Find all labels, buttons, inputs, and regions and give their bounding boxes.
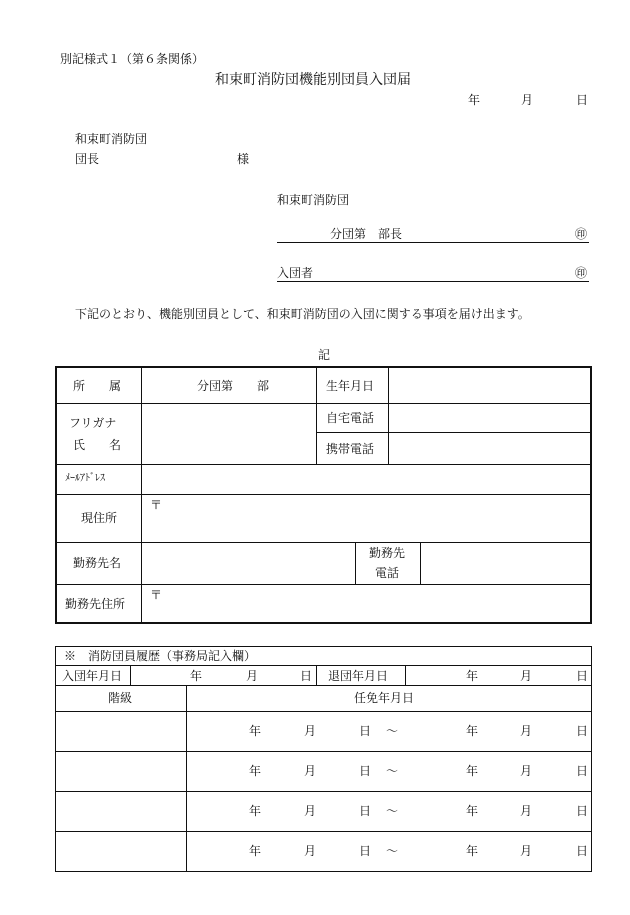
employer-address-field[interactable] (143, 586, 589, 622)
leave-day: 日 (576, 669, 589, 683)
affiliation-value[interactable]: 分団第 部 (197, 379, 270, 393)
join-date-label: 入団年月日 (62, 669, 123, 683)
history-date-part: 年 (466, 804, 479, 818)
join-year: 年 (190, 669, 203, 683)
range-tilde: ～ (386, 764, 399, 778)
employer-phone-field[interactable] (422, 544, 589, 583)
applicant-form-table (55, 366, 592, 624)
history-date-part: 日 (576, 844, 589, 858)
history-date-part: 日 (359, 764, 372, 778)
history-date-part: 日 (576, 764, 589, 778)
join-month: 月 (246, 669, 259, 683)
furigana-label: フリガナ (69, 416, 117, 430)
postal-mark: 〒 (150, 588, 163, 602)
applicant-line[interactable] (277, 281, 589, 282)
history-table (55, 646, 592, 872)
history-date-part: 月 (520, 804, 533, 818)
history-date-part: 年 (466, 844, 479, 858)
branch-leader-label: 分団第 部長 (330, 227, 403, 241)
date-day: 日 (576, 93, 589, 107)
addressee-org: 和束町消防団 (75, 132, 148, 146)
history-date-part: 年 (466, 764, 479, 778)
employer-phone-label-2: 電話 (375, 566, 400, 580)
history-date-part: 日 (359, 724, 372, 738)
join-day: 日 (300, 669, 313, 683)
term-label: 任免年月日 (354, 691, 415, 705)
date-month: 月 (521, 93, 534, 107)
name-label: 氏 名 (73, 438, 122, 452)
history-title: ※ 消防団員履歴（事務局記入欄） (64, 649, 257, 663)
mobile-phone-label: 携帯電話 (326, 442, 375, 456)
birthdate-label: 生年月日 (326, 379, 375, 393)
range-tilde: ～ (386, 804, 399, 818)
leave-date-label: 退団年月日 (328, 669, 389, 683)
rank-label: 階級 (108, 691, 133, 705)
rank-field[interactable] (58, 713, 184, 749)
history-date-part: 日 (576, 804, 589, 818)
leave-year: 年 (466, 669, 479, 683)
addressee-honorific: 様 (237, 152, 250, 166)
history-date-part: 月 (304, 804, 317, 818)
birthdate-field[interactable] (390, 370, 588, 402)
employer-address-label: 勤務先住所 (65, 597, 126, 611)
employer-phone-label: 勤務先 (369, 546, 406, 560)
rank-field[interactable] (58, 793, 184, 829)
applicant-label: 入団者 (277, 266, 314, 280)
rank-field[interactable] (58, 833, 184, 869)
postal-mark: 〒 (150, 498, 163, 512)
employer-field[interactable] (143, 544, 354, 583)
mobile-phone-field[interactable] (390, 434, 588, 463)
email-label: ﾒｰﾙｱﾄﾞﾚｽ (65, 473, 105, 484)
seal-mark: ㊞ (575, 227, 588, 241)
leave-month: 月 (520, 669, 533, 683)
employer-label: 勤務先名 (73, 556, 122, 570)
name-field[interactable] (143, 405, 315, 463)
body-text: 下記のとおり、機能別団員として、和束町消防団の入団に関する事項を届け出ます。 (75, 307, 530, 321)
history-date-part: 月 (304, 764, 317, 778)
history-date-part: 年 (249, 724, 262, 738)
address-field[interactable] (143, 496, 589, 541)
affiliation-label: 所 属 (73, 379, 122, 393)
date-year: 年 (468, 93, 481, 107)
ki-label: 記 (318, 348, 331, 362)
history-date-part: 月 (520, 844, 533, 858)
history-date-part: 年 (249, 764, 262, 778)
history-date-part: 年 (466, 724, 479, 738)
address-label: 現住所 (81, 511, 118, 525)
history-date-part: 日 (359, 804, 372, 818)
history-date-part: 日 (576, 724, 589, 738)
page-title: 和束町消防団機能別団員入団届 (215, 72, 411, 88)
history-date-part: 年 (249, 804, 262, 818)
history-date-part: 年 (249, 844, 262, 858)
rank-field[interactable] (58, 753, 184, 789)
addressee-role: 団長 (75, 152, 100, 166)
range-tilde: ～ (386, 724, 399, 738)
home-phone-label: 自宅電話 (326, 411, 375, 425)
branch-leader-line[interactable] (277, 242, 589, 243)
history-date-part: 月 (520, 724, 533, 738)
email-field[interactable] (143, 466, 589, 493)
sender-org: 和束町消防団 (277, 193, 350, 207)
history-date-part: 月 (304, 724, 317, 738)
seal-mark: ㊞ (575, 266, 588, 280)
history-date-part: 日 (359, 844, 372, 858)
home-phone-field[interactable] (390, 405, 588, 431)
history-date-part: 月 (520, 764, 533, 778)
history-date-part: 月 (304, 844, 317, 858)
range-tilde: ～ (386, 844, 399, 858)
form-label: 別記様式１（第６条関係） (60, 52, 205, 66)
